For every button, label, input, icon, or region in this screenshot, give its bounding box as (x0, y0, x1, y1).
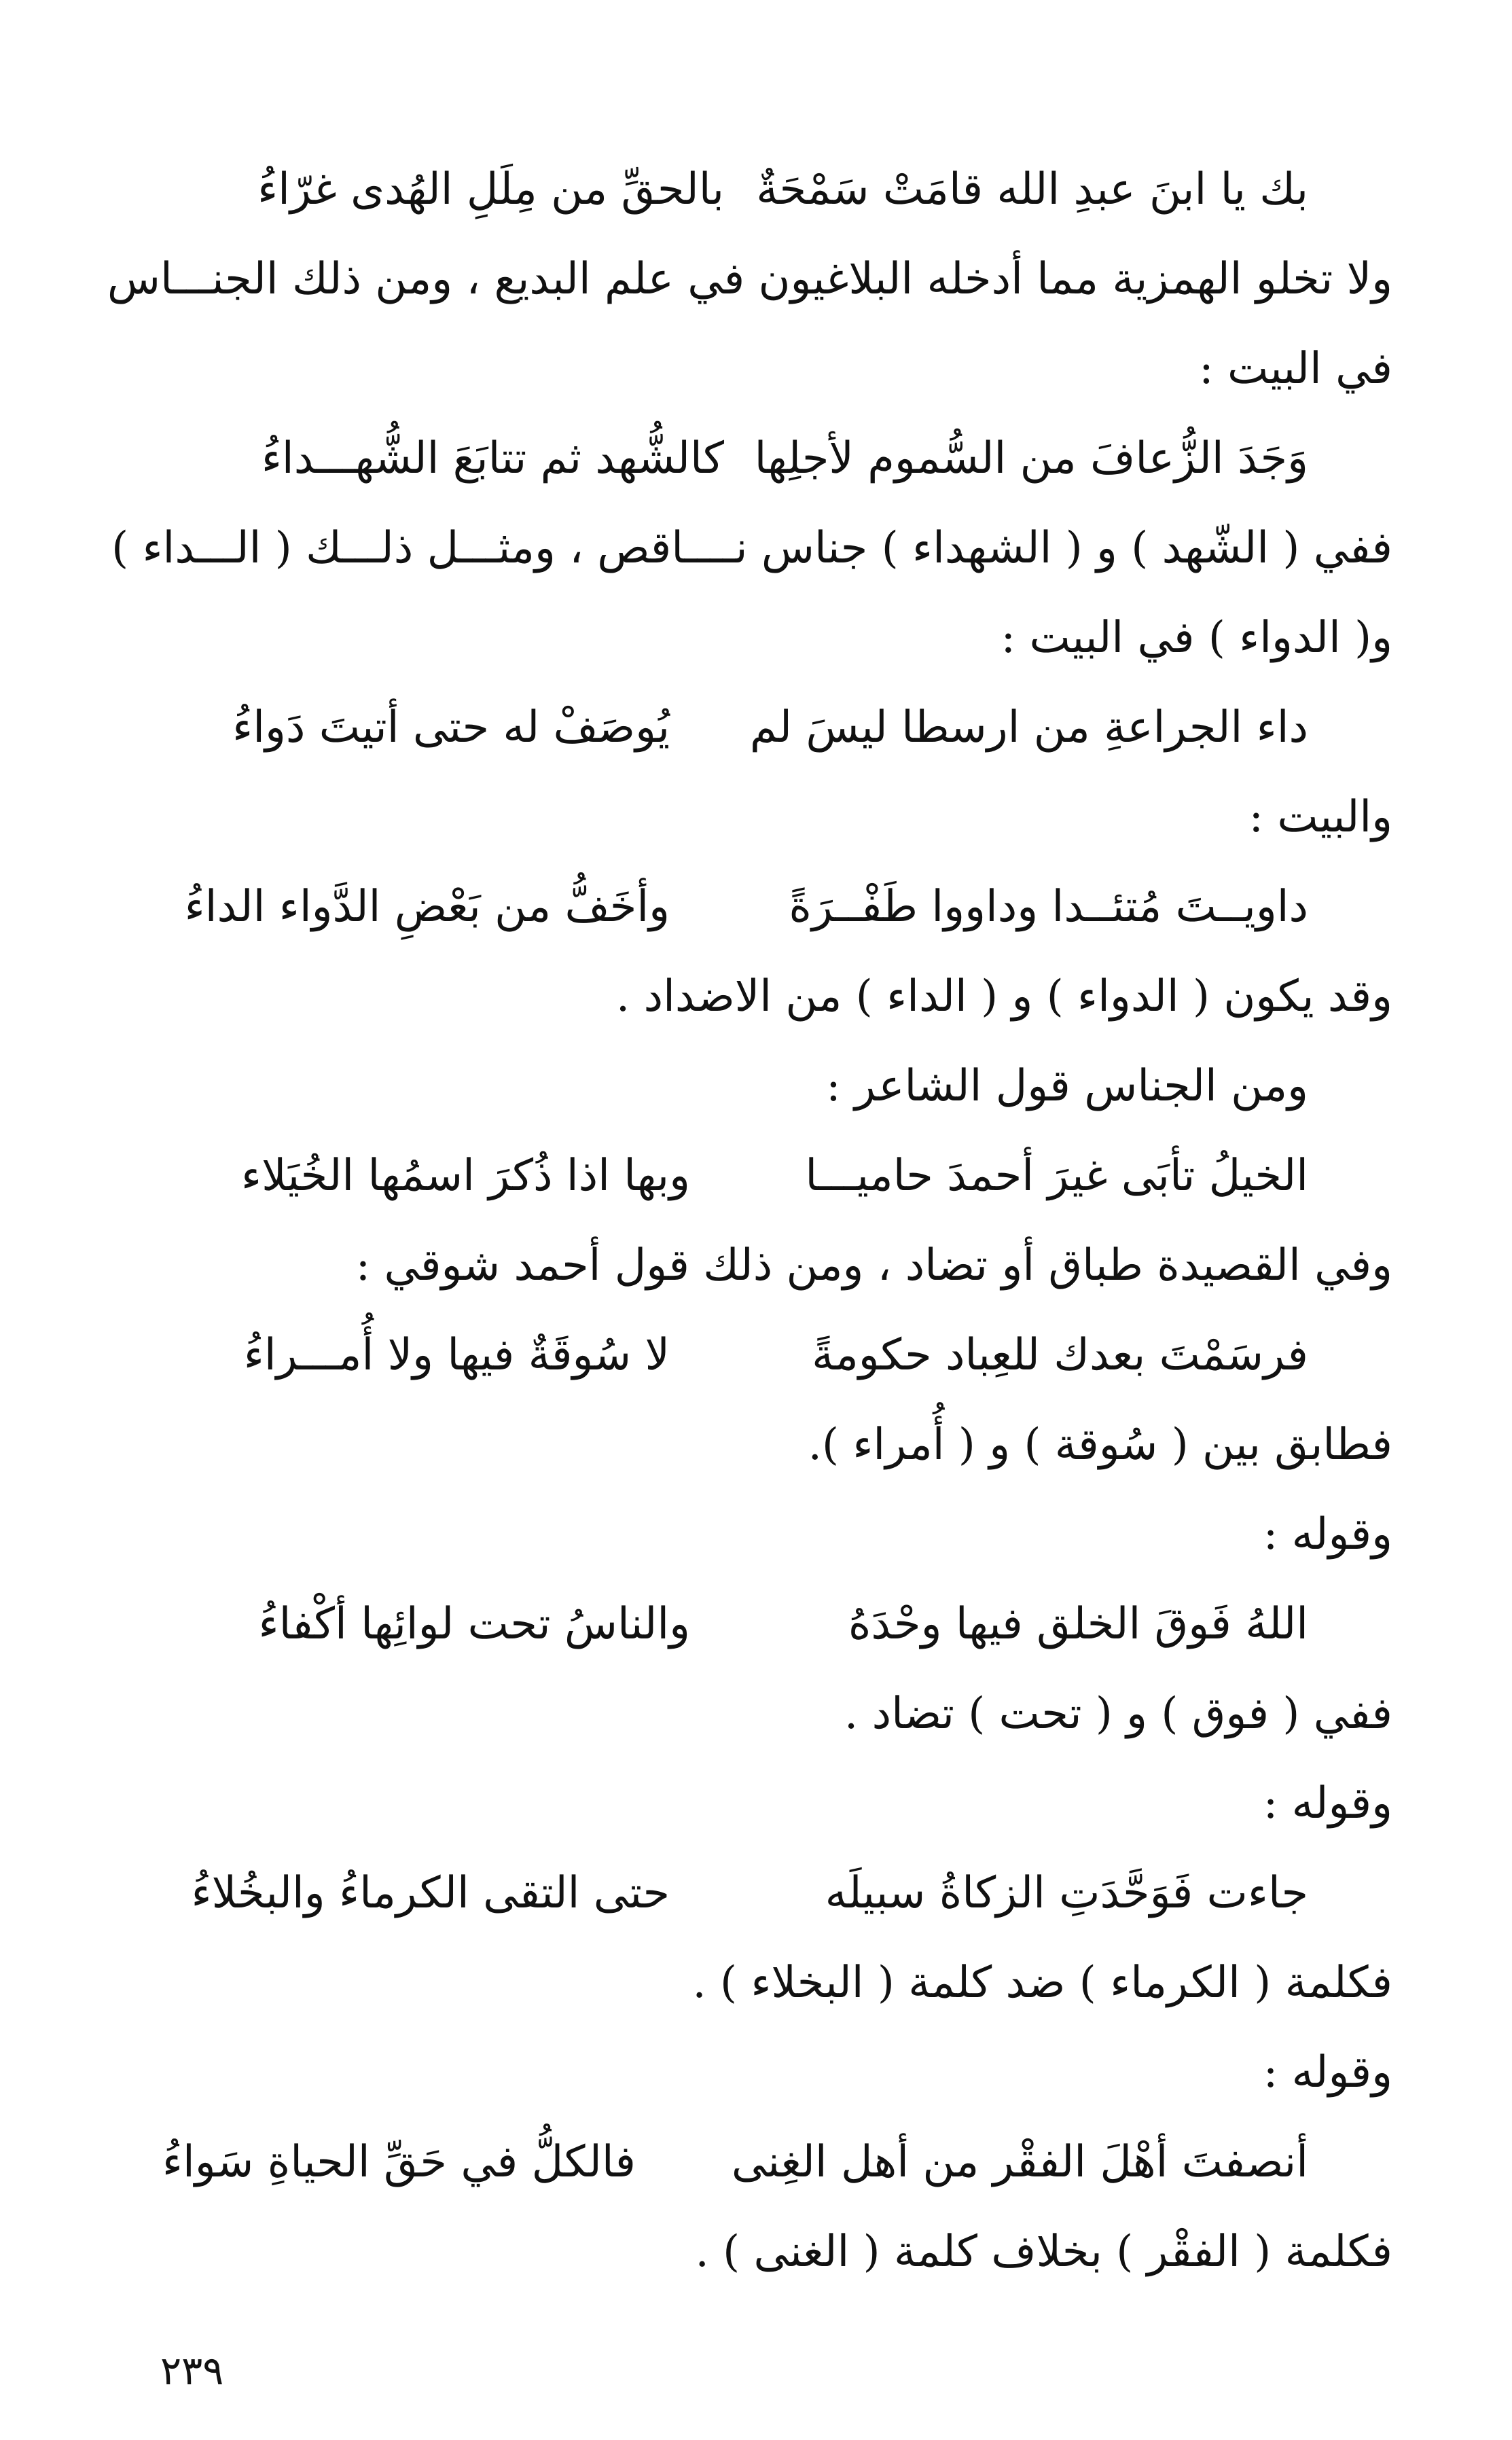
prose-line: فكلمة ( الكرماء ) ضد كلمة ( البخلاء ) . (692, 1958, 1392, 2008)
verse-3-second-hemistich: يُوصَفْ له حتى أتيتَ دَواءُ (232, 702, 670, 753)
prose-line: وفي القصيدة طباق أو تضاد ، ومن ذلك قول أحمد شوقي : (355, 1240, 1392, 1291)
verse-6-first-hemistich: فرسَمْتَ بعدك للعِباد حكومةً (812, 1330, 1308, 1380)
verse-6-second-hemistich: لا سُوقَةٌ فيها ولا أُمـــراءُ (243, 1330, 670, 1380)
prose-line: و( الدواء ) في البيت : (1001, 613, 1392, 663)
verse-2-second-hemistich: كالشُّهد ثم تتابَعَ الشُّهـــداءُ (261, 433, 724, 484)
prose-line: ولا تخلو الهمزية مما أدخله البلاغيون في علم البديع ، ومن ذلك الجنـــاس (107, 254, 1392, 304)
verse-1-first-hemistich: بك يا ابنَ عبدِ الله قامَتْ سَمْحَةٌ (756, 164, 1308, 215)
verse-5-second-hemistich: وبها اذا ذُكرَ اسمُها الخُيَلاء (240, 1151, 690, 1201)
prose-line: في البيت : (1199, 344, 1392, 394)
verse-5-first-hemistich: الخيلُ تأبَى غيرَ أحمدَ حاميـــا (805, 1151, 1308, 1201)
verse-2-first-hemistich: وَجَدَ الزُّعافَ من السُّموم لأجلِها (754, 433, 1308, 484)
prose-line: ومن الجناس قول الشاعر : (826, 1061, 1308, 1111)
verse-4-first-hemistich: داويــتَ مُتئــدا وداووا طَفْــرَةً (789, 882, 1308, 932)
verse-7-second-hemistich: والناسُ تحت لوائِها أكْفاءُ (258, 1599, 690, 1649)
prose-line: وقوله : (1263, 2047, 1392, 2098)
prose-line: وقد يكون ( الدواء ) و ( الداء ) من الاضداد . (615, 971, 1392, 1022)
prose-line: فكلمة ( الفقْر ) بخلاف كلمة ( الغنى ) . (695, 2227, 1392, 2277)
verse-8-first-hemistich: جاءت فَوَحَّدَتِ الزكاةُ سبيلَه (825, 1868, 1308, 1918)
prose-line: والبيت : (1248, 792, 1392, 842)
prose-line: ففي ( الشّهد ) و ( الشهداء ) جناس نــــاقص ، ومثـــل ذلـــك ( الـــداء ) (111, 523, 1392, 573)
verse-9-second-hemistich: فالكلُّ في حَقِّ الحياةِ سَواءُ (162, 2137, 636, 2187)
verse-8-second-hemistich: حتى التقى الكرماءُ والبخُلاءُ (191, 1868, 670, 1918)
verse-9-first-hemistich: أنصفتَ أهْلَ الفقْر من أهل الغِنى (731, 2137, 1308, 2187)
prose-line: ففي ( فوق ) و ( تحت ) تضاد . (844, 1689, 1392, 1739)
prose-line: وقوله : (1263, 1509, 1392, 1560)
page-number: ٢٣٩ (160, 2348, 224, 2394)
prose-line: وقوله : (1263, 1778, 1392, 1829)
verse-4-second-hemistich: وأخَفُّ من بَعْضِ الدَّواء الداءُ (184, 882, 670, 932)
verse-3-first-hemistich: داء الجراعةِ من ارسطا ليسَ لم (749, 702, 1308, 753)
prose-line: فطابق بين ( سُوقة ) و ( أُمراء ). (808, 1420, 1392, 1470)
verse-7-first-hemistich: اللهُ فَوقَ الخلق فيها وحْدَهُ (848, 1599, 1308, 1649)
verse-1-second-hemistich: بالحقِّ من مِلَلِ الهُدى غرّاءُ (257, 164, 724, 215)
